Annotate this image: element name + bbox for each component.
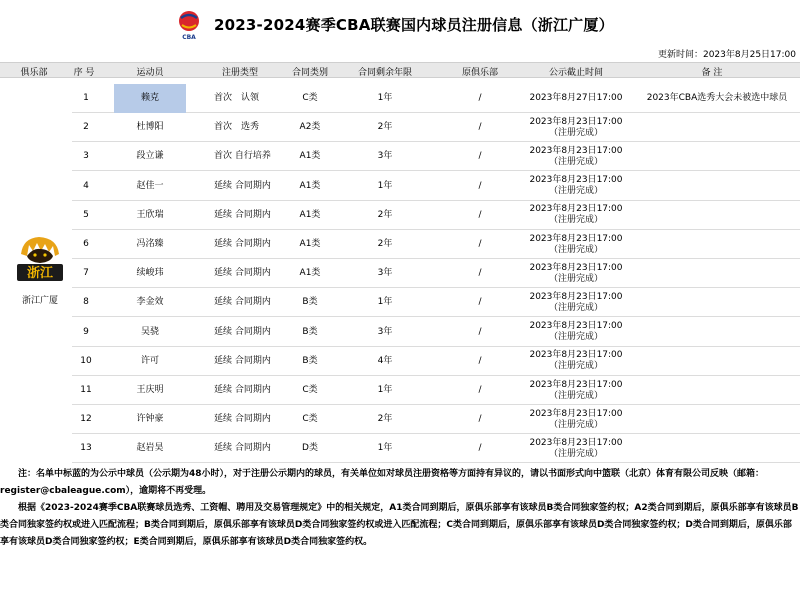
deadline [518, 113, 634, 142]
prev-club: / [478, 385, 482, 395]
deadline [518, 376, 634, 405]
contract-years: 3年 [377, 268, 393, 279]
contract-years: 3年 [377, 326, 393, 337]
prev-club: / [478, 239, 482, 249]
contract-class: C类 [302, 414, 318, 425]
club-name: 浙江广厦 [21, 296, 58, 306]
header-reg-type: 注册类型 [221, 68, 259, 78]
deadline [518, 172, 634, 201]
deadline-time: 2023年8月23日17:00 [529, 175, 623, 186]
prev-club: / [478, 268, 482, 279]
remark [634, 142, 800, 171]
table-row [72, 318, 800, 347]
reg-type: 延续 合同期内 [214, 239, 271, 249]
player-name: 许钟豪 [136, 414, 164, 425]
registration-status: （注册完成） [548, 361, 603, 372]
row-number: 7 [83, 268, 89, 279]
registration-status: （注册完成） [548, 390, 603, 401]
player-name: 杜博阳 [136, 122, 164, 133]
row-number: 11 [80, 385, 92, 395]
reg-type: 延续 合同期内 [214, 209, 271, 220]
registration-status: （注册完成） [548, 186, 603, 197]
deadline-time: 2023年8月27日17:00 [529, 93, 623, 103]
row-number: 2 [83, 122, 89, 133]
note-contract-rules: 根据《2023-2024赛季CBA联赛球员选秀、工资帽、聘用及交易管理规定》中的相关规定，A1类合同到期后，原俱乐部享有该球员B类合同独家签约权；A2类合同到期后，原俱乐部享有该球员B类合同独家签约权或进入匹配流程；B类合同到期后，原俱乐部享有该球员D类合同独家签约权或进入匹配流程；C类合同到期后，原俱乐部享有该球员D类合同独家签约权；D类合同到期后，原俱乐部享有该球员D类合同独家签约权；E类合同到期后，原俱乐部享有该球员D类合同独家签约权。 [0, 503, 799, 547]
reg-type: 延续 合同期内 [214, 355, 271, 366]
remark: 2023年CBA选秀大会未被选中球员 [646, 93, 788, 103]
prev-club: / [478, 443, 482, 454]
table-row [72, 259, 800, 288]
reg-type: 首次 选秀 [214, 122, 260, 133]
remark [634, 172, 800, 201]
player-name: 段立谦 [136, 151, 164, 162]
row-number: 5 [83, 209, 89, 220]
reg-type: 延续 合同期内 [214, 297, 271, 308]
prev-club: / [478, 180, 482, 191]
deadline [518, 405, 634, 434]
contract-years: 1年 [377, 385, 393, 395]
row-number: 4 [83, 180, 89, 191]
cba-logo-text: CBA [182, 34, 196, 40]
contract-years: 1年 [377, 180, 393, 191]
deadline [518, 288, 634, 317]
contract-years: 2年 [377, 122, 393, 133]
contract-class: D类 [302, 443, 318, 454]
prev-club: / [478, 151, 482, 162]
prev-club: / [478, 122, 482, 133]
deadline-time: 2023年8月23日17:00 [529, 408, 623, 419]
contract-class: B类 [302, 326, 318, 337]
deadline [518, 259, 634, 288]
remark [634, 347, 800, 376]
table-row [72, 405, 800, 434]
deadline-time: 2023年8月23日17:00 [529, 291, 623, 302]
row-number: 3 [83, 151, 89, 162]
row-number: 6 [83, 239, 89, 249]
remark [634, 376, 800, 405]
table-row [72, 230, 800, 259]
contract-years: 4年 [377, 355, 393, 366]
header-no: 序 号 [73, 68, 95, 78]
header-deadline: 公示截止时间 [548, 68, 604, 78]
table-row [72, 347, 800, 376]
reg-type: 首次 认领 [214, 93, 260, 103]
contract-years: 1年 [377, 443, 393, 454]
contract-class: C类 [302, 93, 318, 103]
player-name: 李金效 [136, 297, 164, 308]
registration-status: （注册完成） [548, 332, 603, 343]
deadline-time: 2023年8月23日17:00 [529, 233, 623, 244]
deadline-time: 2023年8月23日17:00 [529, 145, 623, 156]
header-club: 俱乐部 [20, 68, 48, 78]
header-contract: 合同类别 [291, 68, 329, 78]
reg-type: 延续 合同期内 [214, 443, 271, 454]
player-name: 赖克 [114, 84, 186, 113]
deadline-time: 2023年8月23日17:00 [529, 321, 623, 332]
deadline-time: 2023年8月23日17:00 [529, 379, 623, 390]
header-years: 合同剩余年限 [357, 68, 413, 78]
player-name: 王庆明 [136, 385, 164, 395]
contract-class: A1类 [299, 151, 321, 162]
remark [634, 405, 800, 434]
registration-status: （注册完成） [548, 127, 603, 138]
header-remark: 备 注 [701, 68, 723, 78]
prev-club: / [478, 297, 482, 308]
page-title: 2023-2024赛季CBA联赛国内球员注册信息（浙江广厦） [214, 16, 614, 34]
registration-status: （注册完成） [548, 215, 603, 226]
registration-status: （注册完成） [548, 448, 603, 459]
row-number: 10 [80, 355, 92, 366]
remark [634, 318, 800, 347]
contract-class: A1类 [299, 209, 321, 220]
row-number: 8 [83, 297, 89, 308]
deadline [518, 201, 634, 230]
contract-class: A1类 [299, 268, 321, 279]
reg-type: 延续 合同期内 [214, 385, 271, 395]
table-row [72, 113, 800, 142]
contract-class: C类 [302, 385, 318, 395]
remark [634, 259, 800, 288]
contract-class: B类 [302, 355, 318, 366]
player-name: 赵佳一 [136, 180, 164, 191]
club-logo-text: 浙江 [26, 266, 54, 281]
reg-type: 首次 自行培养 [214, 151, 271, 162]
deadline-time: 2023年8月23日17:00 [529, 262, 623, 273]
contract-years: 2年 [377, 414, 393, 425]
contract-years: 1年 [377, 297, 393, 308]
remark [634, 113, 800, 142]
contract-years: 2年 [377, 239, 393, 249]
registration-status: （注册完成） [548, 244, 603, 255]
deadline [518, 230, 634, 259]
deadline-time: 2023年8月23日17:00 [529, 204, 623, 215]
row-number: 13 [80, 443, 92, 454]
table-header [0, 62, 800, 78]
contract-class: A2类 [299, 122, 321, 133]
table-row [72, 172, 800, 201]
player-name: 吴骁 [140, 326, 159, 337]
deadline [518, 434, 634, 463]
registration-status: （注册完成） [548, 419, 603, 430]
player-name: 续峻玮 [136, 268, 164, 279]
prev-club: / [478, 93, 482, 103]
player-name: 赵岩昊 [136, 443, 164, 454]
remark [634, 201, 800, 230]
prev-club: / [478, 414, 482, 425]
deadline [518, 142, 634, 171]
table-row [72, 201, 800, 230]
reg-type: 延续 合同期内 [214, 414, 271, 425]
club-cell [10, 232, 70, 306]
title-row [0, 8, 800, 40]
table-row [72, 288, 800, 317]
remark [634, 288, 800, 317]
prev-club: / [478, 326, 482, 337]
contract-class: A1类 [299, 180, 321, 191]
deadline-time: 2023年8月23日17:00 [529, 350, 623, 361]
reg-type: 延续 合同期内 [214, 180, 271, 191]
reg-type: 延续 合同期内 [214, 268, 271, 279]
deadline [518, 84, 634, 113]
note-dispute: 注：名单中标蓝的为公示中球员（公示期为48小时），对于注册公示期内的球员，有关单位如对球员注册资格等方面持有异议的，请以书面形式向中篮联（北京）体育有限公司反映（邮箱：register@cbaleague.com），逾期将不再受理。 [0, 469, 765, 496]
registration-status: （注册完成） [548, 273, 603, 284]
prev-club: / [478, 209, 482, 220]
contract-class: A1类 [299, 239, 321, 249]
player-name: 王欣瑞 [136, 209, 164, 220]
row-number: 12 [80, 414, 92, 425]
deadline-time: 2023年8月23日17:00 [529, 116, 623, 127]
contract-years: 1年 [377, 93, 393, 103]
header-prev-club: 原俱乐部 [461, 68, 499, 78]
cba-logo-icon [176, 10, 202, 40]
remark [634, 434, 800, 463]
contract-class: B类 [302, 297, 318, 308]
prev-club: / [478, 355, 482, 366]
club-logo-icon [13, 232, 67, 286]
table-row [72, 142, 800, 171]
table-row [72, 434, 800, 463]
player-name: 冯洺臻 [136, 239, 164, 249]
notes [0, 466, 800, 551]
contract-years: 3年 [377, 151, 393, 162]
row-number: 9 [83, 326, 89, 337]
table-row [72, 84, 800, 113]
contract-years: 2年 [377, 209, 393, 220]
deadline [518, 318, 634, 347]
deadline-time: 2023年8月23日17:00 [529, 437, 623, 448]
player-name: 许可 [140, 355, 159, 366]
registration-status: （注册完成） [548, 156, 603, 167]
reg-type: 延续 合同期内 [214, 326, 271, 337]
registration-status: （注册完成） [548, 302, 603, 313]
update-time: 更新时间：2023年8月25日17:00 [657, 50, 796, 60]
table-row [72, 376, 800, 405]
remark [634, 230, 800, 259]
header-player: 运动员 [136, 68, 164, 78]
deadline [518, 347, 634, 376]
row-number: 1 [83, 93, 89, 103]
